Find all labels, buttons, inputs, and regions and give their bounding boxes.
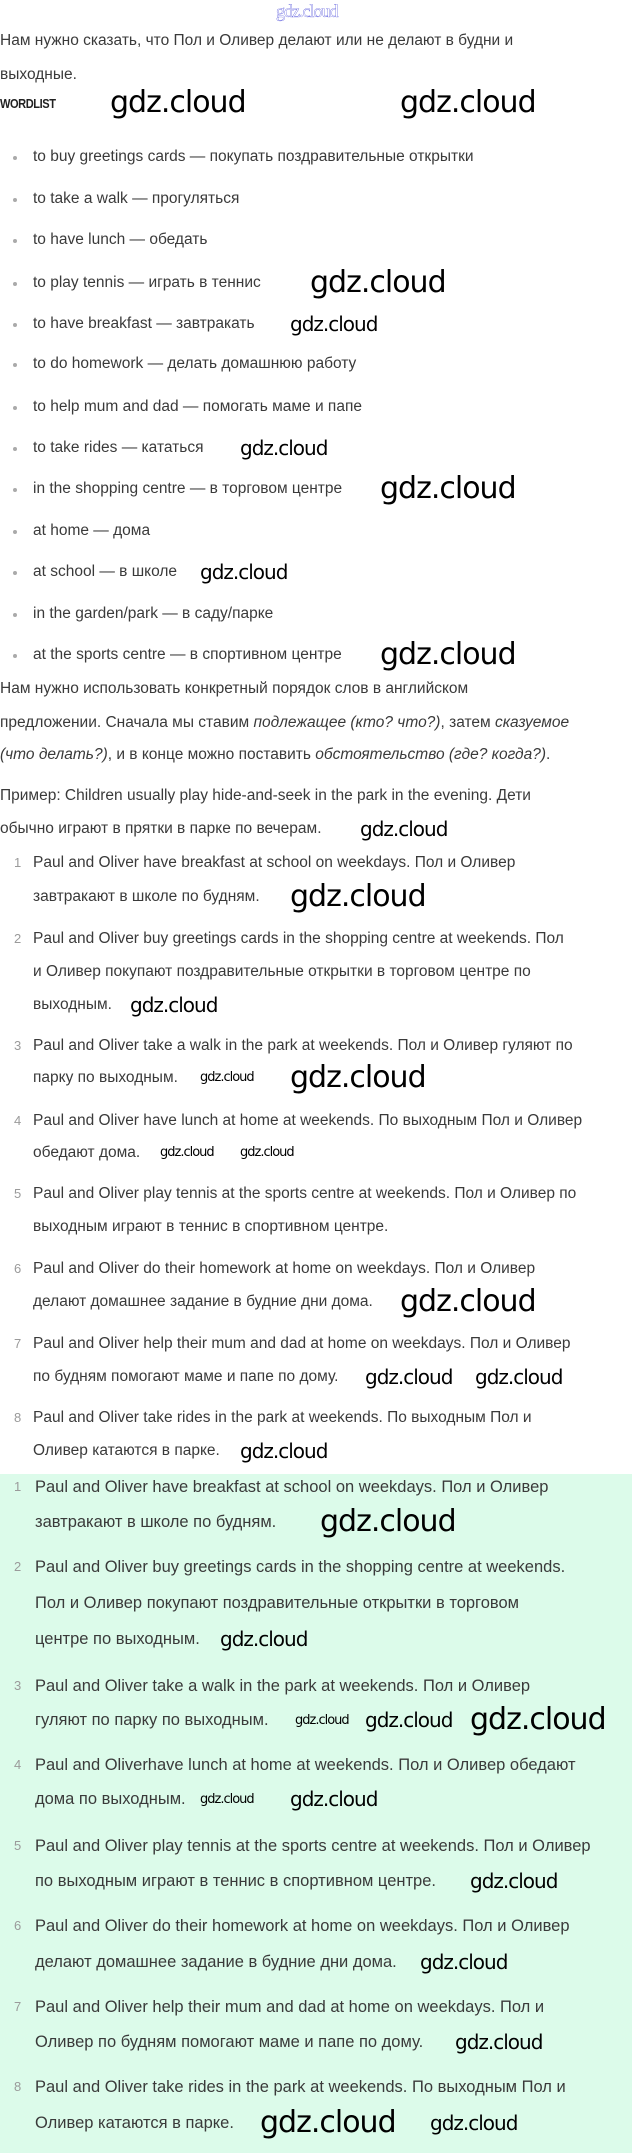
- watermark-logo: gdz.cloud: [365, 1365, 453, 1389]
- answer-line: выходным.: [33, 996, 112, 1013]
- item-number: 3: [14, 1678, 22, 1693]
- watermark-logo: gdz.cloud: [290, 1060, 426, 1095]
- watermark-logo: gdz.cloud: [310, 265, 446, 300]
- watermark-logo: gdz.cloud: [400, 85, 536, 120]
- bullet-icon: [13, 239, 17, 243]
- wordlist-item: to buy greetings cards — покупать поздравительные открытки: [33, 148, 474, 165]
- final-answer-line: по выходным играют в теннис в спортивном центре.: [35, 1872, 436, 1890]
- watermark-logo: gdz.cloud: [455, 2030, 543, 2054]
- rule-line: [0, 745, 550, 765]
- answer-line: обедают дома.: [33, 1144, 141, 1161]
- watermark-logo: gdz.cloud: [240, 436, 328, 460]
- answer-line: Paul and Oliver take a walk in the park at weekends. Пол и Оливер гуляют по: [33, 1037, 573, 1054]
- wordlist-heading: WORDLIST: [0, 96, 56, 111]
- watermark-logo: gdz.cloud: [130, 993, 218, 1017]
- watermark-logo: gdz.cloud: [160, 1145, 214, 1160]
- watermark-logo: gdz.cloud: [470, 1869, 558, 1893]
- final-answer-line: Оливер по будням помогают маме и папе по дому.: [35, 2033, 424, 2051]
- answer-line: Paul and Oliver help their mum and dad at home on weekdays. Пол и Оливер: [33, 1335, 571, 1352]
- item-number: 6: [14, 1261, 22, 1276]
- rule-term: подлежащее (кто? что?): [253, 714, 441, 731]
- watermark-logo: gdz.cloud: [240, 1145, 294, 1160]
- final-answer-line: Оливер катаются в парке.: [35, 2114, 234, 2132]
- answer-line: Оливер катаются в парке.: [33, 1442, 220, 1459]
- bullet-icon: [13, 198, 17, 202]
- watermark-logo: gdz.cloud: [220, 1627, 308, 1651]
- final-answer-line: Paul and Oliver help their mum and dad at home on weekdays. Пол и: [35, 1998, 545, 2016]
- example-line: Пример: Children usually play hide-and-seek in the park in the evening. Дети: [0, 787, 531, 804]
- answer-line: Paul and Oliver play tennis at the sports centre at weekends. Пол и Оливер по: [33, 1185, 577, 1202]
- bullet-icon: [13, 323, 17, 327]
- wordlist-item: to help mum and dad — помогать маме и папе: [33, 398, 362, 415]
- wordlist-item: in the shopping centre — в торговом центре: [33, 480, 343, 497]
- rule-text: , затем: [440, 714, 495, 731]
- example-line: обычно играют в прятки в парке по вечерам.: [0, 820, 322, 837]
- item-number: 5: [14, 1838, 22, 1853]
- item-number: 1: [14, 855, 22, 870]
- final-answer-line: центре по выходным.: [35, 1630, 200, 1648]
- watermark-logo: gdz.cloud: [276, 1, 338, 21]
- watermark-logo: gdz.cloud: [290, 879, 426, 914]
- wordlist-item: at school — в школе: [33, 563, 178, 580]
- watermark-logo: gdz.cloud: [470, 1702, 606, 1737]
- watermark-logo: gdz.cloud: [430, 2111, 518, 2135]
- item-number: 7: [14, 1999, 22, 2014]
- item-number: 2: [14, 1559, 22, 1574]
- watermark-logo: gdz.cloud: [200, 1792, 254, 1807]
- final-answer-line: Paul and Oliver play tennis at the sports centre at weekends. Пол и Оливер: [35, 1837, 591, 1855]
- answer-line: Paul and Oliver do their homework at home on weekdays. Пол и Оливер: [33, 1260, 536, 1277]
- wordlist-item: to play tennis — играть в теннис: [33, 274, 261, 291]
- rule-term: сказуемое: [494, 714, 570, 731]
- item-number: 8: [14, 1410, 22, 1425]
- bullet-icon: [13, 530, 17, 534]
- final-answer-line: Paul and Oliver take a walk in the park at weekends. Пол и Оливер: [35, 1677, 531, 1695]
- answer-line: завтракают в школе по будням.: [33, 888, 260, 905]
- bullet-icon: [13, 654, 17, 658]
- wordlist-item: to do homework — делать домашнюю работу: [33, 355, 357, 372]
- final-answer-line: Paul and Oliverhave lunch at home at weekends. Пол и Оливер обедают: [35, 1756, 576, 1774]
- watermark-logo: gdz.cloud: [320, 1504, 456, 1539]
- wordlist-item: to have lunch — обедать: [33, 231, 208, 248]
- item-number: 3: [14, 1038, 22, 1053]
- wordlist-item: to take rides — кататься: [33, 439, 204, 456]
- bullet-icon: [13, 613, 17, 617]
- item-number: 6: [14, 1918, 22, 1933]
- item-number: 7: [14, 1336, 22, 1351]
- answer-line: по будням помогают маме и папе по дому.: [33, 1368, 339, 1385]
- bullet-icon: [13, 447, 17, 451]
- bullet-icon: [13, 406, 17, 410]
- wordlist-item: in the garden/park — в саду/парке: [33, 605, 274, 622]
- rule-text: .: [546, 746, 551, 763]
- rule-text: предложении. Сначала мы ставим: [0, 714, 254, 731]
- bullet-icon: [13, 156, 17, 160]
- item-number: 4: [14, 1113, 22, 1128]
- answer-line: Paul and Oliver buy greetings cards in the shopping centre at weekends. Пол: [33, 930, 564, 947]
- rule-line: Нам нужно использовать конкретный порядок слов в английском: [0, 680, 469, 697]
- wordlist-item: to have breakfast — завтракать: [33, 315, 255, 332]
- answer-line: выходным играют в теннис в спортивном центре.: [33, 1218, 389, 1235]
- watermark-logo: gdz.cloud: [380, 471, 516, 506]
- item-number: 8: [14, 2079, 22, 2094]
- intro-line: выходные.: [0, 66, 77, 83]
- watermark-logo: gdz.cloud: [200, 1070, 254, 1085]
- rule-text: , и в конце можно поставить: [107, 746, 316, 763]
- final-answer-line: Paul and Oliver have breakfast at school on weekdays. Пол и Оливер: [35, 1478, 549, 1496]
- bullet-icon: [13, 571, 17, 575]
- final-answer-line: Paul and Oliver buy greetings cards in the shopping centre at weekends.: [35, 1558, 566, 1576]
- watermark-logo: gdz.cloud: [420, 1950, 508, 1974]
- bullet-icon: [13, 282, 17, 286]
- bullet-icon: [13, 363, 17, 367]
- final-answer-line: завтракают в школе по будням.: [35, 1513, 277, 1531]
- watermark-logo: gdz.cloud: [290, 312, 378, 336]
- watermark-logo: gdz.cloud: [360, 817, 448, 841]
- watermark-logo: gdz.cloud: [290, 1787, 378, 1811]
- answer-line: Paul and Oliver have lunch at home at weekends. По выходным Пол и Оливер: [33, 1112, 583, 1129]
- wordlist-item: to take a walk — прогуляться: [33, 190, 240, 207]
- item-number: 2: [14, 931, 22, 946]
- watermark-logo: gdz.cloud: [110, 85, 246, 120]
- item-number: 1: [14, 1479, 22, 1494]
- bullet-icon: [13, 488, 17, 492]
- answer-line: Paul and Oliver take rides in the park at weekends. По выходным Пол и: [33, 1409, 532, 1426]
- rule-term: (что делать?): [0, 746, 108, 763]
- watermark-logo: gdz.cloud: [365, 1708, 453, 1732]
- final-answer-line: Paul and Oliver do their homework at home on weekdays. Пол и Оливер: [35, 1917, 570, 1935]
- item-number: 4: [14, 1757, 22, 1772]
- item-number: 5: [14, 1186, 22, 1201]
- intro-line: Нам нужно сказать, что Пол и Оливер делают или не делают в будни и: [0, 32, 514, 49]
- watermark-logo: gdz.cloud: [200, 560, 288, 584]
- final-answer-line: Paul and Oliver take rides in the park at weekends. По выходным Пол и: [35, 2078, 566, 2096]
- final-answer-line: дома по выходным.: [35, 1790, 186, 1808]
- wordlist-item: at the sports centre — в спортивном центре: [33, 646, 342, 663]
- answer-line: делают домашнее задание в будние дни дома.: [33, 1293, 373, 1310]
- answer-line: Paul and Oliver have breakfast at school on weekdays. Пол и Оливер: [33, 854, 516, 871]
- rule-line: [0, 713, 569, 733]
- final-answer-line: делают домашнее задание в будние дни дома.: [35, 1953, 397, 1971]
- answer-line: парку по выходным.: [33, 1069, 178, 1086]
- watermark-logo: gdz.cloud: [260, 2105, 396, 2140]
- answer-line: и Оливер покупают поздравительные открытки в торговом центре по: [33, 963, 531, 980]
- watermark-logo: gdz.cloud: [400, 1284, 536, 1319]
- watermark-logo: gdz.cloud: [295, 1713, 349, 1728]
- rule-term: обстоятельство (где? когда?): [315, 746, 547, 763]
- final-answer-line: Пол и Оливер покупают поздравительные открытки в торговом: [35, 1594, 519, 1612]
- watermark-logo: gdz.cloud: [380, 637, 516, 672]
- final-answer-line: гуляют по парку по выходным.: [35, 1711, 269, 1729]
- wordlist-item: at home — дома: [33, 522, 151, 539]
- watermark-logo: gdz.cloud: [240, 1439, 328, 1463]
- watermark-logo: gdz.cloud: [475, 1365, 563, 1389]
